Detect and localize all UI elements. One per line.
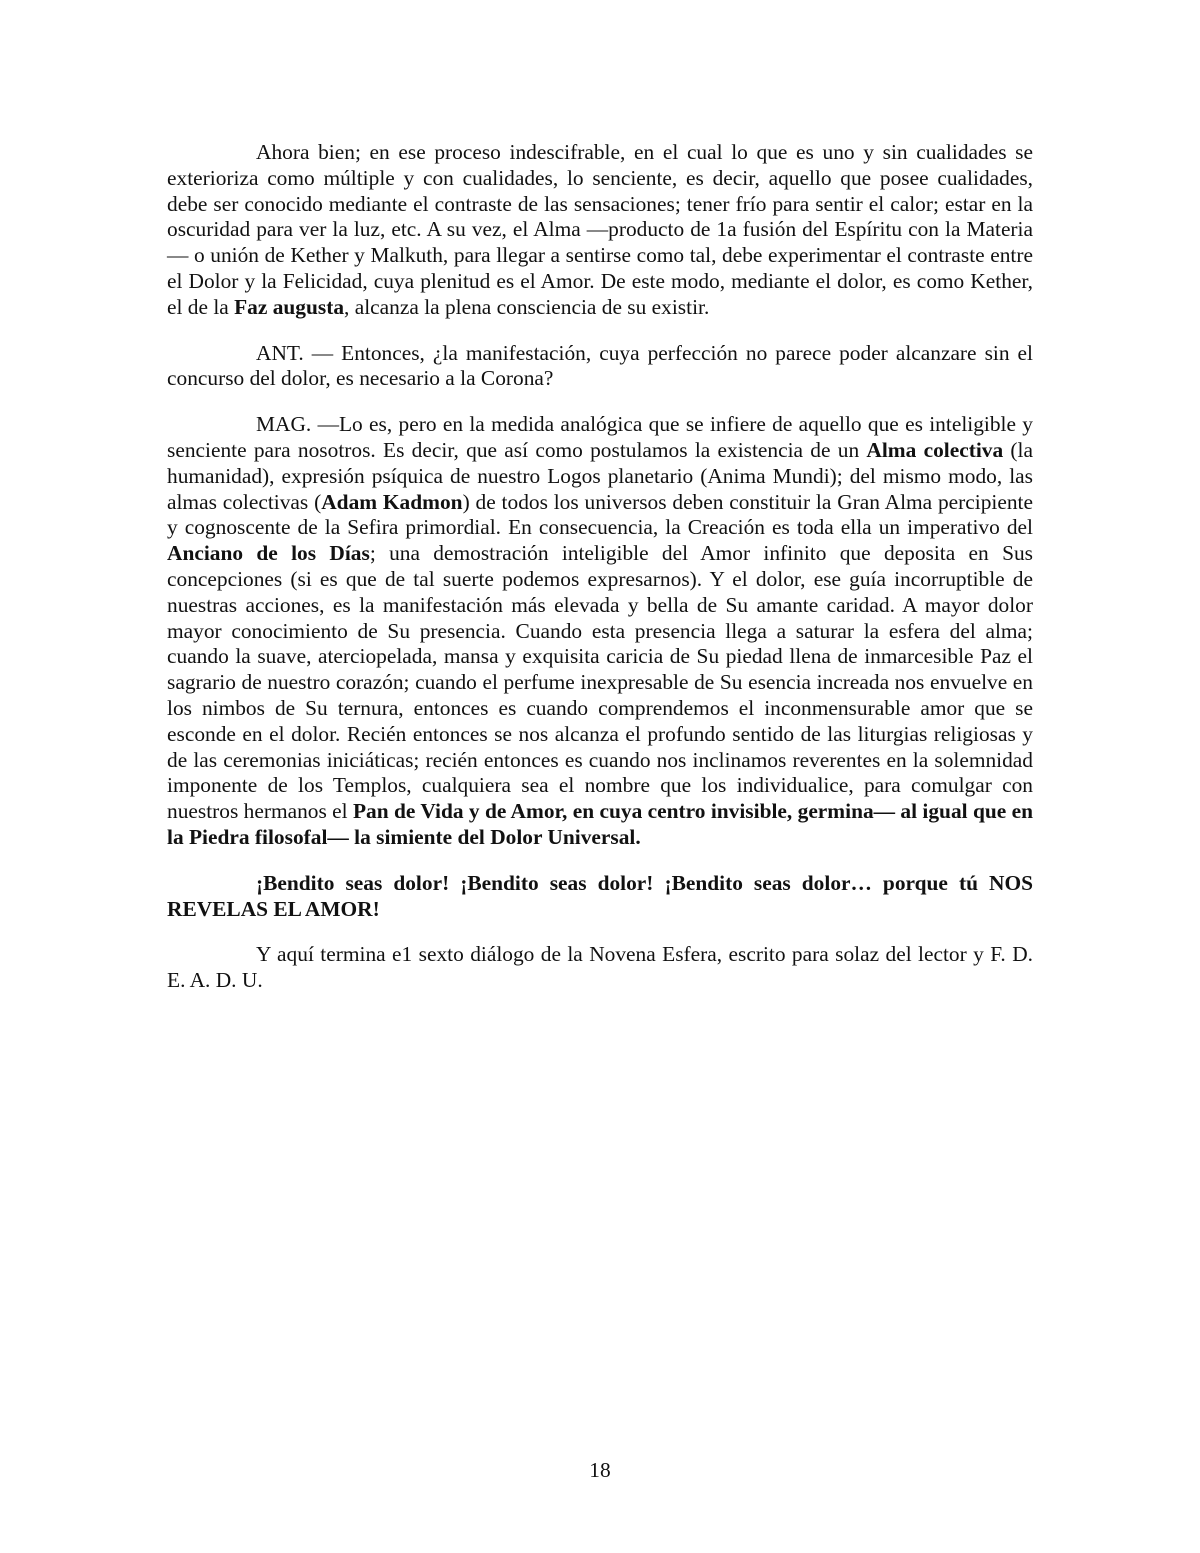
text-run: Y aquí termina e1 sexto diálogo de la Novena Esfera, escrito para solaz del lector y F. D. E. A. D. U. — [167, 942, 1033, 993]
bold-text: Faz augusta — [234, 294, 345, 319]
text-run: Ahora bien; en ese proceso indescifrable, en el cual lo que es uno y sin cualidades se exterioriza como múltiple y con cualidades, lo senciente, es decir, aquello que posee cualidades, debe ser conocido mediante el contraste de las sensaciones; tener frío para sentir el calor; estar en la oscuridad para ver la luz, etc. A su vez, el Alma —producto de 1a fusión del Espíritu con la Materia— o unión de Kether y Malkuth, para llegar a sentirse como tal, debe experimentar el contraste entre el Dolor y la Felicidad, cuya plenitud es el Amor. De este modo, mediante el dolor, es como Kether, el de la — [167, 140, 1033, 319]
bold-text: Anciano de los Días — [167, 541, 370, 566]
text-run: MAG. —Lo es, pero en la medida analógica que se infiere de aquello que es inteligible y senciente para nosotros. Es decir, que así como postulamos la existencia de un — [167, 412, 1033, 462]
text-run: (la humanidad), expresión psíquica de nuestro Logos planetario (Anima Mundi); del mismo modo, las almas colectivas ( — [167, 437, 1033, 514]
text-run: ANT. — Entonces, ¿la manifestación, cuya perfección no parece poder alcanzare sin el concurso del dolor, es necesario a la Corona? — [167, 340, 1033, 391]
text-run: ; una demostración inteligible del Amor infinito que deposita en Sus concepciones (si es que de tal suerte podemos expresarnos). Y el dolor, ese guía incorruptible de nuestras acciones, es la manifestación más elevada y bella de Su amante caridad. A mayor dolor mayor conocimiento de Su presencia. Cuando esta presencia llega a saturar la esfera del alma; cuando la suave, aterciopelada, mansa y exquisita caricia de Su piedad llena de inmarcesible Paz el sagrario de nuestro corazón; cuando el perfume inexpresable de Su esencia increada nos envuelve en los nimbos de Su ternura, entonces es cuando comprendemos el inconmensurable amor que se esconde en el dolor. Recién entonces se nos alcanza el profundo sentido de las liturgias religiosas y de las ceremonias iniciáticas; recién entonces es cuando nos inclinamos reverentes en la solemnidad imponente de los Templos, cualquiera sea el nombre que los individualice, para comulgar con nuestros hermanos el — [167, 541, 1033, 824]
text-run: , alcanza la plena consciencia de su existir. — [344, 294, 710, 319]
page-body — [167, 140, 1033, 1014]
paragraph — [167, 412, 1033, 851]
bold-text: Alma colectiva — [866, 437, 1004, 462]
bold-text: Adam Kadmon — [321, 489, 463, 514]
paragraph — [167, 140, 1033, 321]
bold-text: Pan de Vida y de Amor, en cuya centro invisible, germina— al igual que en la Piedra filosofal— la simiente del Dolor Universal. — [167, 799, 1033, 849]
bold-text: ¡Bendito seas dolor! ¡Bendito seas dolor! ¡Bendito seas dolor… porque tú NOS REVELAS EL AMOR! — [167, 870, 1033, 921]
paragraph — [167, 942, 1033, 994]
page-number: 18 — [589, 1458, 611, 1482]
paragraph — [167, 871, 1033, 923]
paragraph — [167, 341, 1033, 393]
text-run: ) de todos los universos deben constituir la Gran Alma percipiente y cognoscente de la Sefira primordial. En consecuencia, la Creación es toda ella un imperativo del — [167, 489, 1033, 540]
